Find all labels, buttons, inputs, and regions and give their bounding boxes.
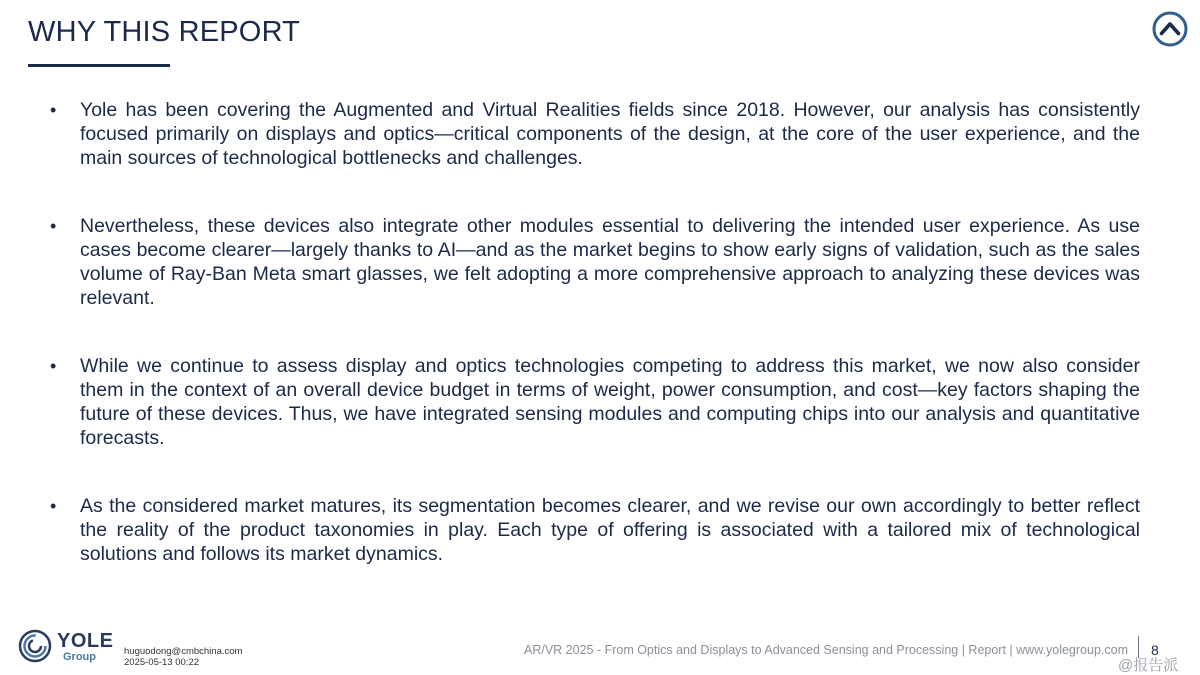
bullet-list (50, 98, 1140, 610)
page-number: 8 (1151, 642, 1159, 658)
bullet-item: • As the considered market matures, its segmentation becomes clearer, and we revise our own accordingly to better reflect the reality of the product taxonomies in play. Each type of offering is associated with a tailored mix of technological solutions and follows its market dynamics. (50, 494, 1140, 566)
footer-email: huguodong@cmbchina.com (124, 646, 243, 657)
watermark: @报告派 (1118, 657, 1179, 674)
bullet-item: • Yole has been covering the Augmented and Virtual Realities fields since 2018. However, our analysis has consistently focused primarily on displays and optics—critical components of the design, at the core of the user experience, and the main sources of technological bottlenecks and challenges. (50, 98, 1140, 170)
yole-logo (17, 628, 117, 666)
footer-timestamp: 2025-05-13 00:22 (124, 657, 200, 668)
logo-subtitle: Group (63, 651, 96, 663)
footer-caption: AR/VR 2025 - From Optics and Displays to Advanced Sensing and Processing | Report | www.yolegroup.com (523, 643, 1128, 657)
bullet-item: • Nevertheless, these devices also integrate other modules essential to delivering the intended user experience. As use cases become clearer—largely thanks to AI—and as the market begins to show early signs of validation, such as the sales volume of Ray-Ban Meta smart glasses, we felt adopting a more comprehensive approach to analyzing these devices was relevant. (50, 214, 1140, 310)
yole-logo-icon (17, 628, 55, 666)
bullet-item: • While we continue to assess display and optics technologies competing to address this market, we now also consider them in the context of an overall device budget in terms of weight, power consumption, and cost—key factors shaping the future of these devices. Thus, we have integrated sensing modules and computing chips into our analysis and quantitative forecasts. (50, 354, 1140, 450)
page-title: WHY THIS REPORT (28, 16, 301, 48)
chevron-up-circle-icon (1151, 10, 1189, 48)
logo-wordmark: YOLE (57, 630, 114, 652)
home-button[interactable] (1151, 10, 1189, 48)
footer-meta (124, 646, 242, 668)
title-underline (28, 64, 170, 67)
